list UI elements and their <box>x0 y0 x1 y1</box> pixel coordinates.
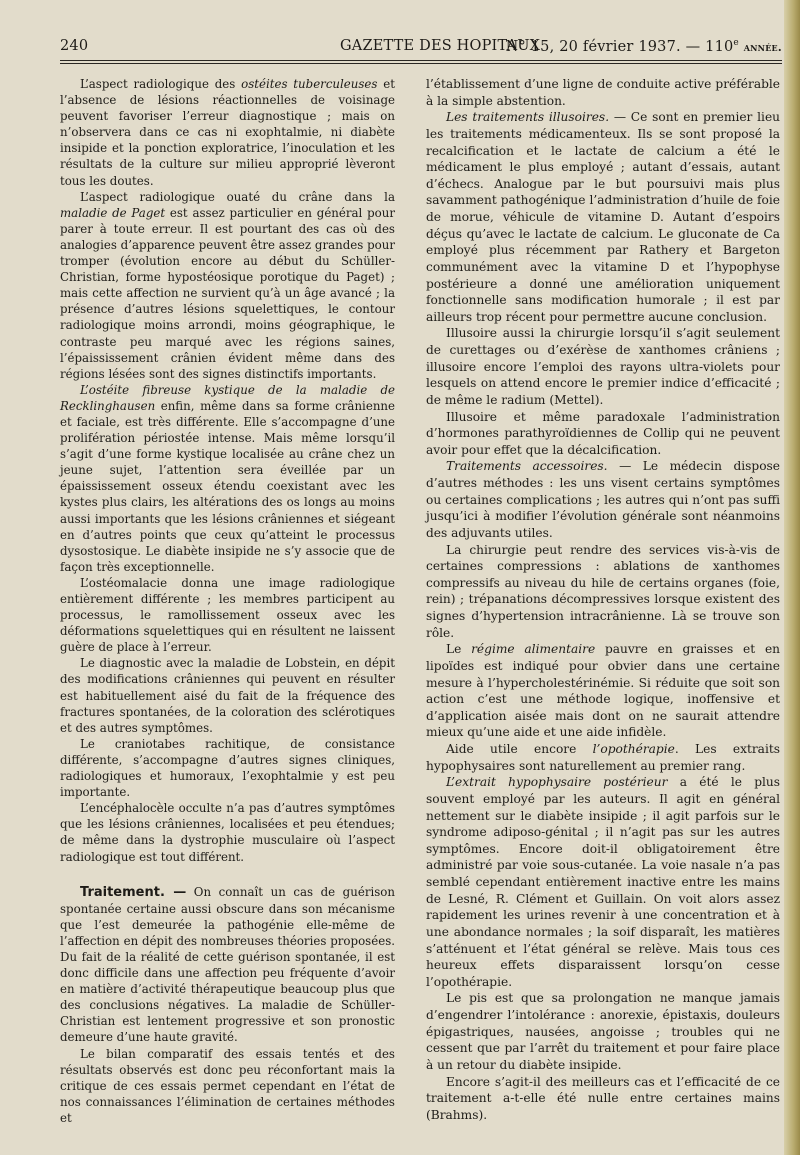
page-spine-edge <box>784 0 800 1155</box>
paragraph-continuation: l’établissement d’une ligne de conduite active préférable à la simple abstention. <box>426 77 780 108</box>
paragraph-craniotabes: Le craniotabes rachitique, de consistance différente, s’accompagne d’autres signes cliniques, radiologiques et humoraux, l’exophtalmie y est peu importante. <box>60 736 395 800</box>
paragraph-encephalocele: L’encéphalocèle occulte n’a pas d’autres symptômes que les lésions crâniennes, localisées et peu étendues; de même dans la dystrophie musculaire où l’aspect radiologique est tout différent. <box>60 801 395 864</box>
right-column <box>426 76 780 1123</box>
paragraph-chirurgie-illusoire: Illusoire aussi la chirurgie lorsqu’il s’agit seulement de curettages ou d’exérèse de xanthomes crâniens ; illusoire encore l’emploi des rayons ultra-violets pour lesquels on attend encore le premier indice d’efficacité ; de même le radium (Mettel). <box>426 326 780 407</box>
paragraph-brahms: Encore s’agit-il des meilleurs cas et l’efficacité de ce traitement a-t-elle été nulle entre certaines mains (Brahms). <box>426 1074 780 1122</box>
issue-ordinal: e <box>733 38 739 48</box>
paragraph-regime: Le régime alimentaire pauvre en graisses et en lipoïdes est indiqué pour obvier dans une certaine mesure à l’hypercholestérinémie. Si réduite que soit son action c’est une méthode logique, inoffensive et d’application aisée mais dont on ne saurait attendre mieux qu’une aide et une aide infidèle. <box>426 642 781 740</box>
issue-date: N° 15, 20 février 1937. — 110 <box>505 38 734 55</box>
paragraph-hormones: Illusoire et même paradoxale l’administration d’hormones parathyroïdiennes de Collip qui ne peuvent avoir pour effet que la décalcification. <box>426 409 780 457</box>
issue-info <box>506 38 782 55</box>
subheading-traitements-illusoires: Les traitements illusoires. <box>446 110 610 125</box>
paragraph-intolerance: Le pis est que sa prolongation ne manque jamais d’engendrer l’intolérance : anorexie, épistaxis, douleurs épigastriques, nausées, angoisse ; troubles qui ne cessent que par l’arrêt du traitement et pour faire place à un retour du diabète insipide. <box>426 991 780 1072</box>
header-rule-bottom <box>60 63 782 64</box>
paragraph-traitement: Traitement. — On connaît un cas de guérison spontanée certaine aussi obscure dans son mécanisme que l’est demeurée la pathogénie elle-même de l’affection en dépit des nombreuses théories proposées. Du fait de la réalité de cette guérison spontanée, il est donc difficile dans une affection peu fréquente d’avoir en matière d’activité thérapeutique beaucoup plus que des conclusions négatives. La maladie de Schüller-Christian est lentement progressive et son pronostic demeure d’une haute gravité. <box>60 884 395 1045</box>
term-regime-alimentaire: régime alimentaire <box>471 642 596 657</box>
term-osteites-tuberculeuses: ostéites tuberculeuses <box>241 77 378 91</box>
header-rule-top <box>60 60 782 61</box>
paragraph-lobstein: Le diagnostic avec la maladie de Lobstein, en dépit des modifications crâniennes qui peuvent en résulter est habituellement aisé du fait de la fréquence des fractures spontanées, de la coloration des sclérotiques et des autres symptômes. <box>60 656 395 735</box>
paragraph-traitements-illusoires: Les traitements illusoires. — Ce sont en premier lieu les traitements médicamenteux. Ils se sont proposé la recalcification et le lactate de calcium a été le médicament le plus employé ; autant d’essais, autant d’échecs. Analogue par le but poursuivi mais plus savamment pathogénique l’administration d’huile de foie de morue, véhicule de vitamine D. Autant d’espoirs déçus qu’avec le lactate de calcium. Le gluconate de Ca employé plus récemment par Rathery et Bargeton communément avec la vitamine D et l’hypophyse postérieure a donné une amélioration uniquement fonctionnelle sans modification humorale ; il est par ailleurs trop récent pour permettre aucune conclusion. <box>426 110 781 324</box>
paragraph-recklinghausen: L’ostéite fibreuse kystique de la maladie de Recklinghausen enfin, même dans sa forme crânienne et faciale, est très différente. Elle s’accompagne d’une prolifération périostée intense. Mais même lorsqu’il s’agit d’une forme kystique localisée au crâne chez un jeune sujet, l’attention sera éveillée par un épaississement osseux étendu coexistant avec les kystes plus clairs, les altérations des os longs au moins aussi importants que les lésions crâniennes et siégeant en d’autres points que ceux qu’atteint le processus dysostosique. Le diabète insipide ne s’y associe que de façon très exceptionnelle. <box>60 382 395 574</box>
term-maladie-de-paget: maladie de Paget <box>60 205 166 220</box>
paragraph-opotherapie: Aide utile encore l’opothérapie. Les extraits hypophysaires sont naturellement au premier rang. <box>426 742 780 773</box>
paragraph-chirurgie-services: La chirurgie peut rendre des services vis-à-vis de certaines compressions : ablations de xanthomes compressifs au niveau du hile de certains organes (foie, rein) ; trépanations décompressives lorsque existent des signes d’hypertension intracrânienne. Là se trouve son rôle. <box>426 542 780 640</box>
paragraph-osteites: L’aspect radiologique des ostéites tuberculeuses et l’absence de lésions réactionnelles de voisinage peuvent favoriser l’erreur diagnostique ; mais on n’observera dans ce cas ni exophtalmie, ni diabète insipide et la ponction exploratrice, l’inoculation et les résultats de la culture sur milieu approprié lèveront tous les doutes. <box>60 77 395 188</box>
journal-title: GAZETTE DES HOPITAUX <box>340 38 541 54</box>
term-opotherapie: l’opothérapie <box>592 742 675 756</box>
paragraph-osteomalacie: L’ostéomalacie donna une image radiologique entièrement différente ; les membres participent au processus, le ramollissement osseux avec les déformations squelettiques qui en résultent ne laissent guère de place à l’erreur. <box>60 575 395 655</box>
issue-year-label: année. <box>743 39 782 54</box>
paragraph-bilan: Le bilan comparatif des essais tentés et des résultats observés est donc peu réconfortant mais la critique de ces essais permet cependant en l’état de nos connaissances l’élimination de certaines méthodes et <box>60 1046 395 1125</box>
section-heading-traitement: Traitement. — <box>80 884 187 900</box>
paragraph-paget: L’aspect radiologique ouaté du crâne dans la maladie de Paget est assez particulier en général pour parer à toute erreur. Il est pourtant des cas où des analogies d’apparence peuvent être assez grandes pour tromper (évolution encore au début du Schüller-Christian, forme hypostéosique porotique du Paget) ; mais cette affection ne survient qu’à un âge avancé ; la présence d’autres lésions squelettiques, le contour radiologique moins arrondi, moins géographique, le contraste peu marqué avec les régions saines, l’épaississement crânien évident même dans des régions lésées sont des signes distinctifs importants. <box>60 189 395 381</box>
term-osteite-fibreuse: L’ostéite fibreuse kystique de la maladie de Recklinghausen <box>60 382 395 413</box>
term-extrait-hypophysaire: L’extrait hypophysaire postérieur <box>446 775 668 790</box>
page-number: 240 <box>60 38 89 54</box>
paragraph-traitements-accessoires: Traitements accessoires. — Le médecin dispose d’autres méthodes : les uns visent certains symptômes ou certaines complications ; les autres qui n’ont pas suffi jusqu’ici à modifier l’évolution générale sont néanmoins des adjuvants utiles. <box>426 459 781 540</box>
paragraph-extrait-hypophysaire: L’extrait hypophysaire postérieur a été le plus souvent employé par les auteurs. Il agit en général nettement sur le diabète insipide ; il agit parfois sur le syndrome adiposo-génital ; il n’agit pas sur les autres symptômes. Encore doit-il obligatoirement être administré par voie sous-cutanée. La voie nasale n’a pas semblé cependant entièrement inactive entre les mains de Lesné, R. Clément et Guillain. On voit alors assez rapidement les urines revenir à une concentration et à une abondance normales ; la soif disparaît, les matières s’atténuent et l’état général se relève. Mais tous ces heureux effets disparaissent lorsqu’on cesse l’opothérapie. <box>426 775 780 989</box>
subheading-traitements-accessoires: Traitements accessoires. <box>446 459 608 474</box>
left-column <box>60 76 395 1126</box>
running-header <box>60 38 782 60</box>
